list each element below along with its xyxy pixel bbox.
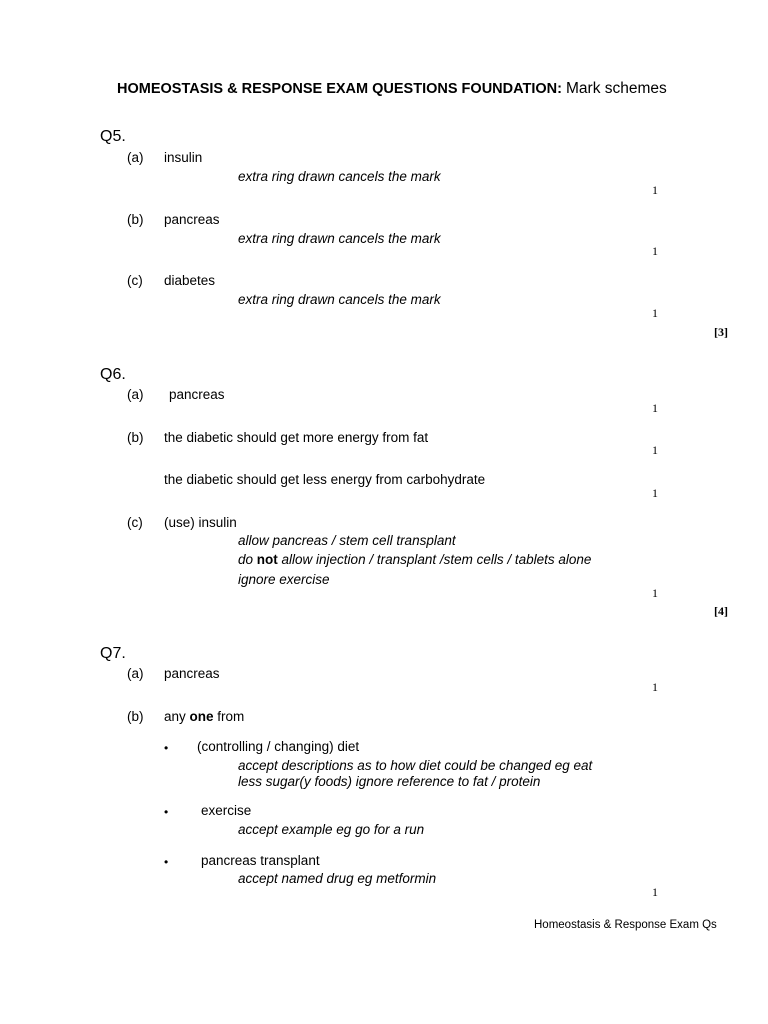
q7-b-item-1: (controlling / changing) diet — [197, 739, 360, 754]
q7-heading: Q7. — [100, 645, 126, 662]
q6-c-answer: (use) insulin — [164, 515, 237, 530]
q5-b-part: (b) — [127, 212, 144, 227]
q5-a-answer: insulin — [164, 150, 203, 165]
q7-b-answer — [164, 709, 244, 724]
q6-b-answer-1: the diabetic should get more energy from fat — [164, 430, 429, 445]
q6-a-part: (a) — [127, 387, 144, 402]
title-subtitle: Mark schemes — [566, 80, 667, 97]
q7-b-item-3-note: accept named drug eg metformin — [238, 871, 437, 886]
q7-b-answer-pre: any — [164, 709, 190, 724]
q6-b-answer-2: the diabetic should get less energy from carbohydrate — [164, 472, 486, 487]
q5-c-note: extra ring drawn cancels the mark — [238, 292, 441, 307]
q6-b-mark-2: 1 — [652, 486, 658, 500]
q5-b-note: extra ring drawn cancels the mark — [238, 231, 441, 246]
q5-heading: Q5. — [100, 128, 126, 145]
bullet-1: • — [164, 741, 169, 755]
q6-c-note-2-bold: not — [256, 552, 278, 567]
q6-c-note-1: allow pancreas / stem cell transplant — [238, 533, 456, 548]
q7-b-mark: 1 — [652, 885, 658, 899]
q7-a-part: (a) — [127, 666, 144, 681]
q5-a-part: (a) — [127, 150, 144, 165]
bullet-3: • — [164, 855, 169, 869]
q6-a-answer: pancreas — [169, 387, 225, 402]
q6-c-note-3: ignore exercise — [238, 572, 330, 587]
q5-total-marks: [3] — [714, 325, 728, 339]
q6-c-note-2-pre: do — [238, 552, 257, 567]
q6-a-mark: 1 — [652, 401, 658, 415]
q7-a-answer: pancreas — [164, 666, 220, 681]
q7-b-item-1-note-1: accept descriptions as to how diet could be changed eg eat — [238, 758, 593, 773]
page-title — [117, 80, 667, 98]
q7-b-item-1-note-2: less sugar(y foods) ignore reference to fat / protein — [238, 774, 541, 789]
q5-b-mark: 1 — [652, 244, 658, 258]
q5-c-mark: 1 — [652, 306, 658, 320]
q7-b-item-3: pancreas transplant — [201, 853, 320, 868]
q6-total-marks: [4] — [714, 604, 728, 618]
q6-c-note-2 — [238, 552, 591, 568]
title-bold: HOMEOSTASIS & RESPONSE EXAM QUESTIONS FOUNDATION: — [117, 81, 562, 97]
q6-heading: Q6. — [100, 366, 126, 383]
q5-b-answer: pancreas — [164, 212, 220, 227]
q5-a-note: extra ring drawn cancels the mark — [238, 169, 441, 184]
page-footer: Homeostasis & Response Exam Qs — [534, 919, 717, 931]
q7-b-item-2-note: accept example eg go for a run — [238, 822, 425, 837]
q6-b-part: (b) — [127, 430, 144, 445]
q7-b-part: (b) — [127, 709, 144, 724]
q6-b-mark-1: 1 — [652, 443, 658, 457]
q7-b-item-2: exercise — [201, 803, 252, 818]
q5-c-part: (c) — [127, 273, 143, 288]
q5-a-mark: 1 — [652, 183, 658, 197]
q7-a-mark: 1 — [652, 680, 658, 694]
q5-c-answer: diabetes — [164, 273, 216, 288]
bullet-2: • — [164, 805, 169, 819]
q6-c-mark: 1 — [652, 586, 658, 600]
q6-c-part: (c) — [127, 515, 143, 530]
q7-b-answer-post: from — [213, 709, 245, 724]
q7-b-answer-bold: one — [189, 709, 214, 724]
q6-c-note-2-post: allow injection / transplant /stem cells / tablets alone — [277, 552, 592, 567]
